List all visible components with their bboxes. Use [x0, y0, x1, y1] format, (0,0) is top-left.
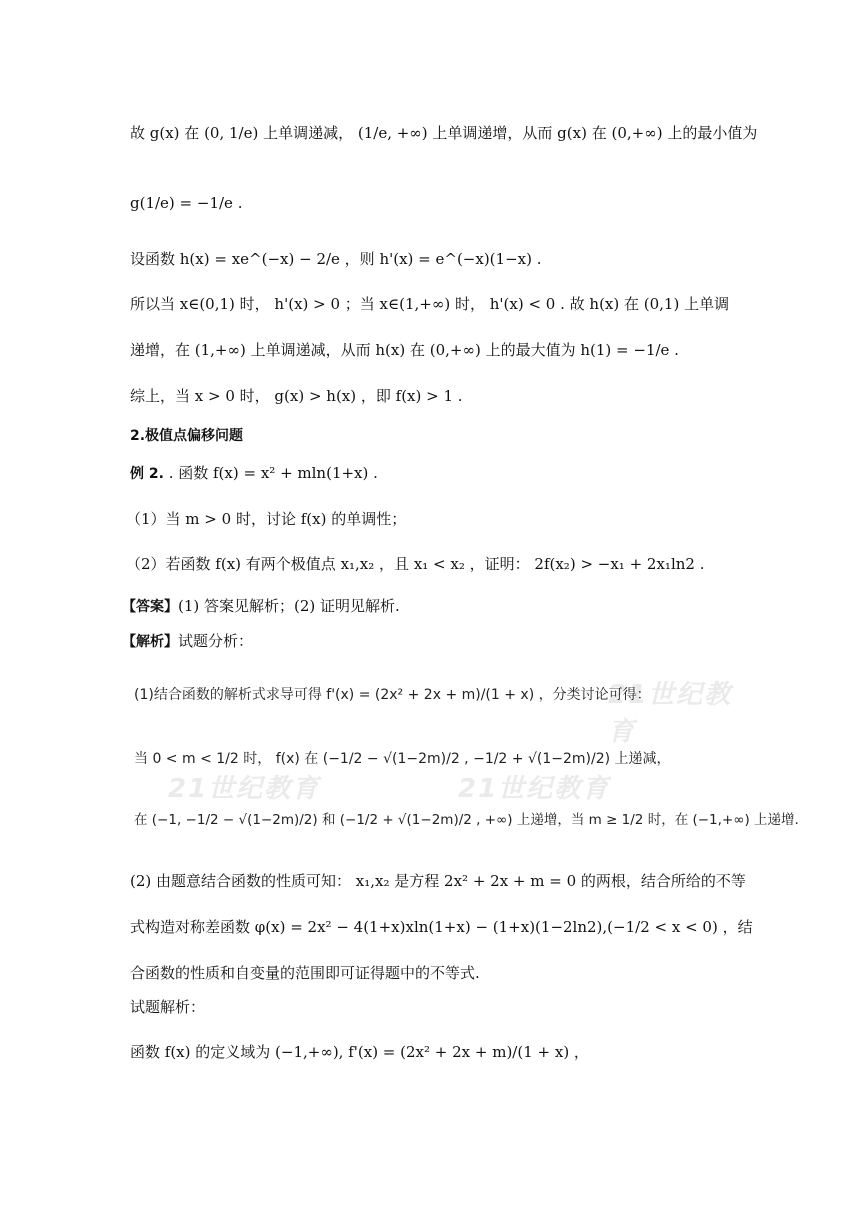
section-title: 2.极值点偏移问题 [130, 428, 244, 444]
answer-line [122, 599, 400, 614]
answer-text: (1) 答案见解析；(2) 证明见解析. [178, 597, 400, 615]
part2-line-3: 合函数的性质和自变量的范围即可证得题中的不等式. [130, 964, 480, 982]
solution-line-6: 综上，当 x > 0 时， g(x) > h(x) ，即 f(x) > 1 . [130, 387, 463, 405]
part2-line-1: (2) 由题意结合函数的性质可知： x₁,x₂ 是方程 2x² + 2x + m = 0 的两根，结合所给的不等 [130, 872, 746, 890]
question-2: （2）若函数 f(x) 有两个极值点 x₁,x₂ ，且 x₁ < x₂ ，证明： 2f(x₂) > −x₁ + 2x₁ln2 . [126, 555, 705, 573]
solution-label: 试题解析： [130, 998, 206, 1016]
part2-line-2: 式构造对称差函数 φ(x) = 2x² − 4(1+x)xln(1+x) − (1+x)(1−2ln2),(−1/2 < x < 0) ，结 [130, 918, 753, 936]
solution-line-1: 故 g(x) 在 (0, 1/e) 上单调递减， (1/e, +∞) 上单调递增，从而 g(x) 在 (0,+∞) 上的最小值为 [130, 124, 758, 142]
answer-label: 【答案】 [122, 599, 178, 615]
question-1: （1）当 m > 0 时，讨论 f(x) 的单调性； [126, 510, 407, 528]
analysis-label: 【解析】 [122, 634, 178, 650]
example-text: . 函数 f(x) = x² + mln(1+x) . [163, 464, 378, 482]
scan-line-3: 在 (−1, −1/2 − √(1−2m)/2) 和 (−1/2 + √(1−2m)/2 , +∞) 上递增，当 m ≥ 1/2 时，在 (−1,+∞) 上递增. [134, 812, 799, 828]
analysis-text: 试题分析： [178, 632, 254, 650]
scan-line-2: 当 0 < m < 1/2 时， f(x) 在 (−1/2 − √(1−2m)/2 , −1/2 + √(1−2m)/2) 上递减， [134, 751, 671, 767]
solution-line-3: 设函数 h(x) = xe^(−x) − 2/e ，则 h'(x) = e^(−x)(1−x) . [130, 250, 542, 268]
watermark: 21世纪教育 [458, 774, 611, 804]
example-label: 例 2. [130, 466, 164, 482]
solution-line-5: 递增，在 (1,+∞) 上单调递减，从而 h(x) 在 (0,+∞) 上的最大值为 h(1) = −1/e . [130, 341, 679, 359]
solution-line-4: 所以当 x∈(0,1) 时， h'(x) > 0 ；当 x∈(1,+∞) 时， h'(x) < 0 . 故 h(x) 在 (0,1) 上单调 [130, 295, 730, 313]
domain-line: 函数 f(x) 的定义域为 (−1,+∞), f'(x) = (2x² + 2x + m)/(1 + x) ， [130, 1043, 589, 1061]
watermark: 21世纪教育 [608, 680, 733, 747]
analysis-line [122, 634, 253, 649]
scanned-analysis-image [128, 668, 799, 840]
watermark: 21世纪教育 [168, 774, 321, 804]
scan-line-1: (1)结合函数的解析式求导可得 f'(x) = (2x² + 2x + m)/(1 + x) ，分类讨论可得： [134, 687, 651, 703]
solution-line-2: g(1/e) = −1/e . [130, 194, 243, 212]
example-line [130, 466, 378, 481]
